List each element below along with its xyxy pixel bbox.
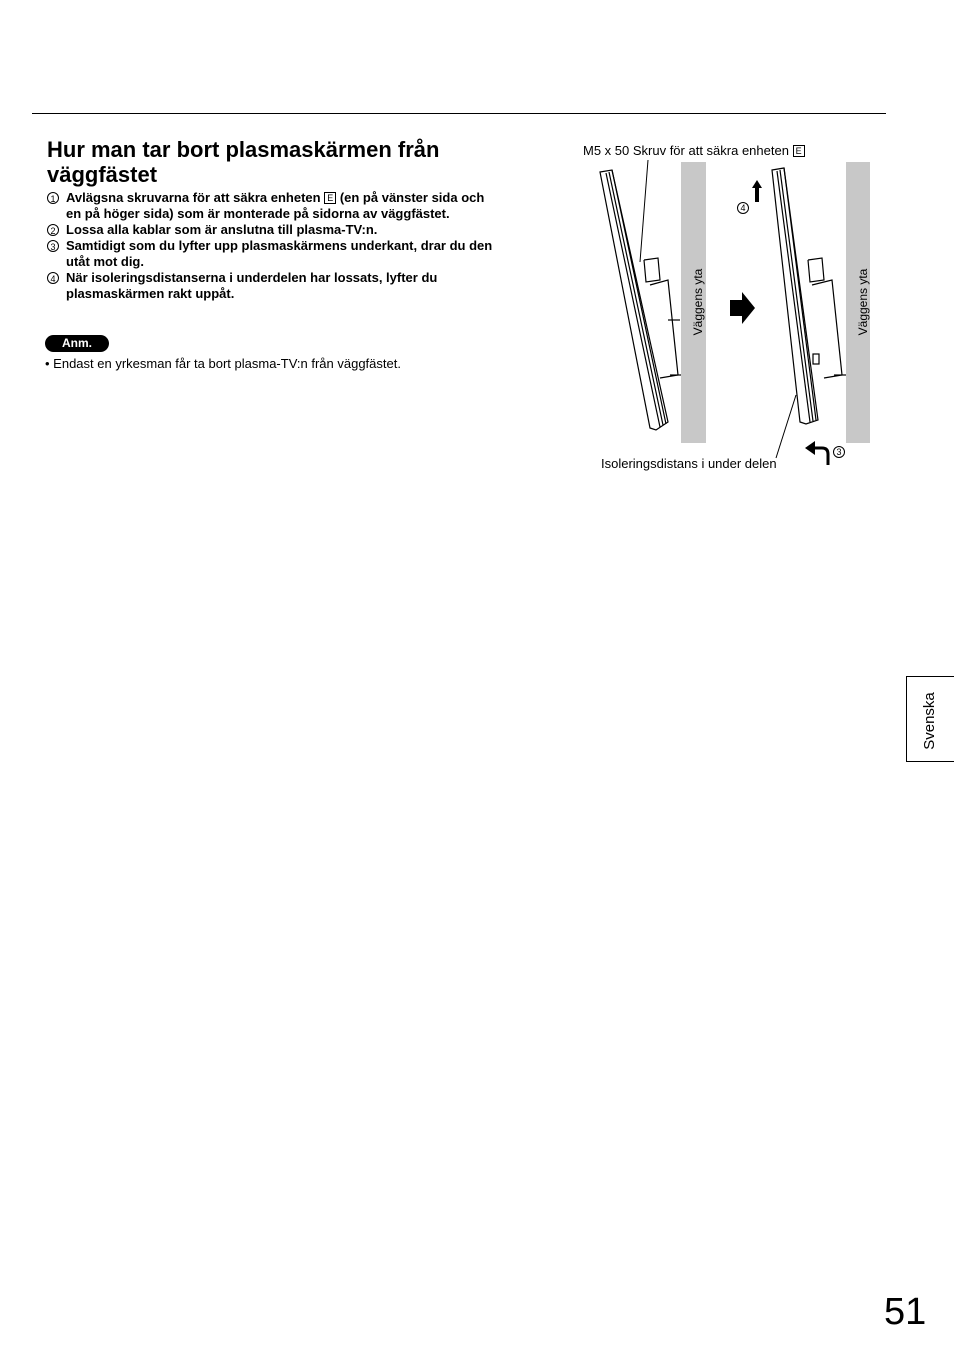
screw-label-text: M5 x 50 Skruv för att säkra enheten [583,143,789,158]
lift-up-arrow [752,180,762,202]
step-number: 4 [47,272,59,284]
step-number: 3 [47,240,59,252]
page-number: 51 [884,1291,927,1333]
tv-panel-left [600,170,681,430]
step-1 [47,190,497,222]
pull-out-arrow [814,448,828,465]
step-text: Lossa alla kablar som är anslutna till plasma-TV:n. [66,222,378,237]
step-number: 2 [47,224,59,236]
top-rule [32,113,886,114]
leader-spacer [776,395,796,458]
wall-label-left: Väggens yta [691,268,705,336]
step-number: 1 [47,192,59,204]
marker-step-3: 3 [833,446,845,458]
step-text: Avlägsna skruvarna för att säkra enheten [66,190,325,205]
screw-label [583,143,805,159]
steps-list [47,190,497,302]
marker-step-4: 4 [737,202,749,214]
step-arrow [730,292,755,324]
note-text: • Endast en yrkesman får ta bort plasma-TV:n från väggfästet. [45,356,401,371]
language-tab-label: Svenska [921,692,938,750]
step-4 [47,270,497,302]
spacer-label: Isoleringsdistans i under delen [601,456,777,471]
step-text-cont: (en på vänster sida och en på höger sida) som är monterade på sidorna av väggfästet. [66,190,485,221]
leader-screw [640,160,648,262]
unit-e-marker: E [793,145,805,157]
illustration-drawing [560,140,880,480]
tv-panel-right [772,168,846,424]
step-2 [47,222,497,238]
unit-e-marker: E [324,192,336,204]
step-3 [47,238,497,270]
page-title: Hur man tar bort plasmaskärmen från väggfästet [47,137,440,187]
step-text: Samtidigt som du lyfter upp plasmaskärmens underkant, drar du den utåt mot dig. [66,238,493,269]
removal-illustration [560,140,880,480]
step-text: När isoleringsdistanserna i underdelen har lossats, lyfter du plasmaskärmen rakt uppåt. [66,270,438,301]
wall-label-right: Väggens yta [856,268,870,336]
language-tab [906,676,954,762]
note-label: Anm. [45,335,109,352]
